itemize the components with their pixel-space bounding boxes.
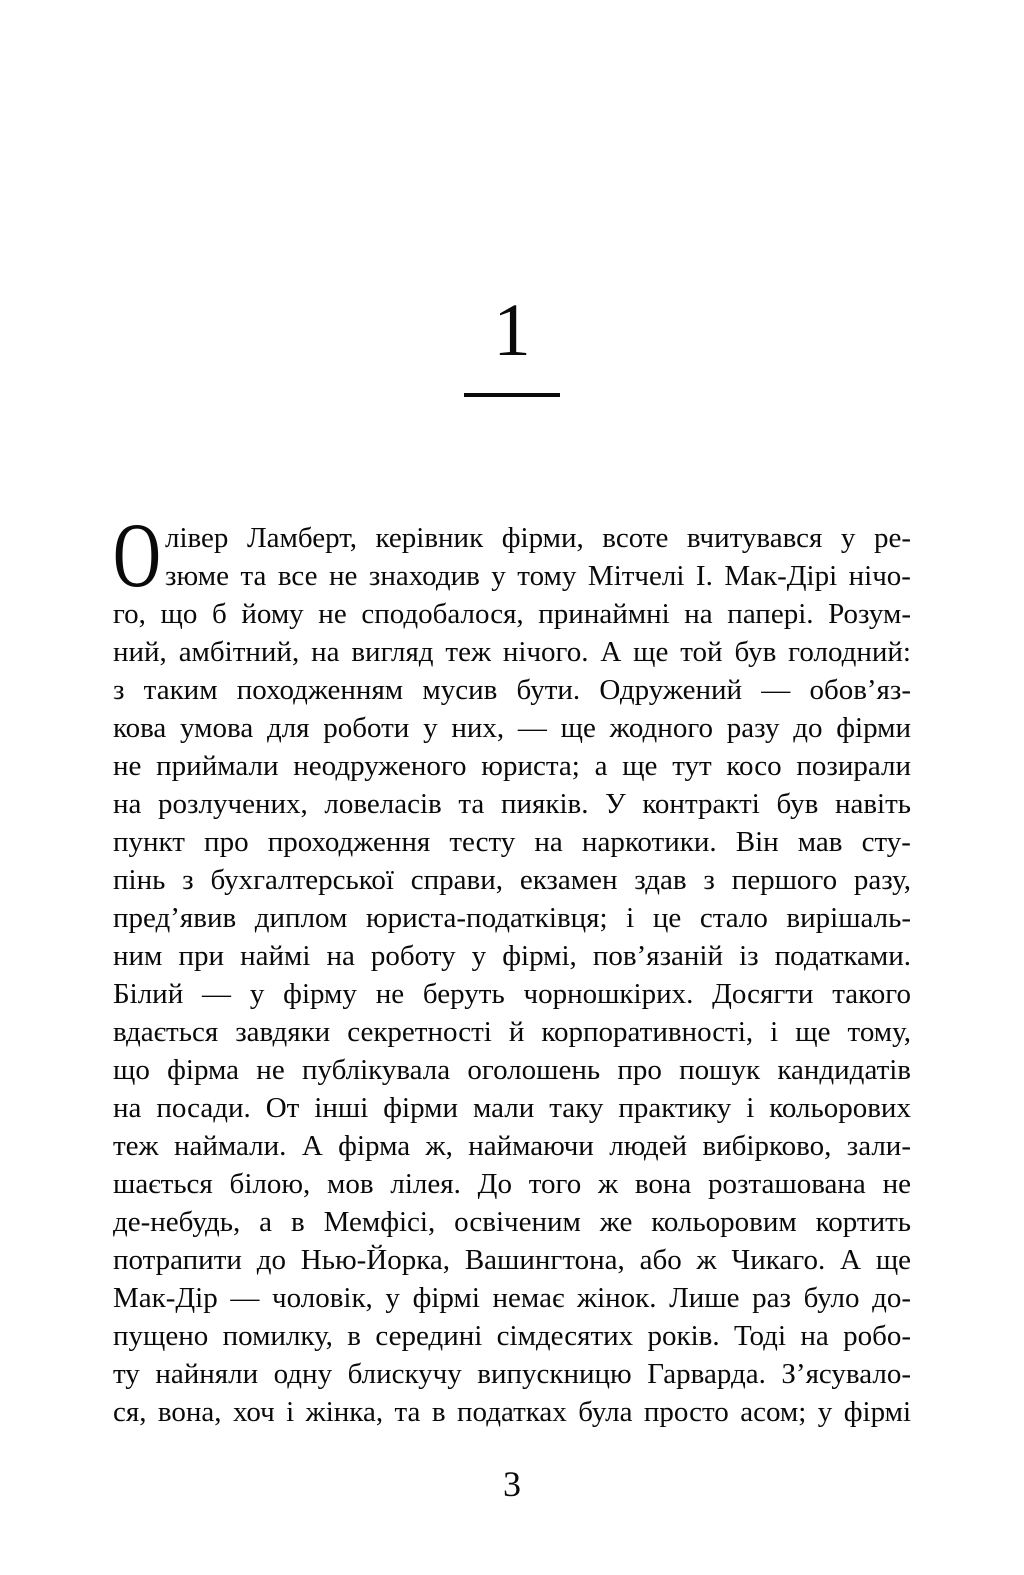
- text-line-text: потрапити до Нью-Йорка, Вашингтона, або ж Чикаго. А ще: [113, 1244, 912, 1276]
- text-line-text: ся, вона, хоч і жінка, та в податках була просто асом; у фірмі: [113, 1396, 912, 1428]
- text-line-text: ту найняли одну блискучу випускницю Гарварда. З’ясувало-: [113, 1358, 911, 1390]
- text-line-text: кова умова для роботи у них, — ще жодного разу до фірми: [113, 712, 912, 744]
- text-line-text: пінь з бухгалтерської справи, екзамен здав з першого разу,: [113, 864, 911, 896]
- text-line: [113, 1355, 911, 1393]
- text-line: [113, 595, 911, 633]
- text-line-text: теж наймали. А фірма ж, наймаючи людей вибірково, зали-: [113, 1130, 911, 1162]
- chapter-number: 1: [493, 289, 531, 372]
- text-line: [113, 709, 911, 747]
- text-line: [113, 1393, 911, 1431]
- text-line: [113, 1089, 911, 1127]
- text-line-text: зюме та все не знаходив у тому Мітчелі І. Мак-Дірі нічо-: [165, 560, 911, 592]
- text-line: [113, 671, 911, 709]
- text-line-text: ним при наймі на роботу у фірмі, пов’язаній із податками.: [113, 940, 912, 972]
- text-line-text: Білий — у фірму не беруть чорношкірих. Досягти такого: [113, 978, 911, 1010]
- text-line-text: Мак-Дір — чоловік, у фірмі немає жінок. Лише раз було до-: [113, 1282, 912, 1314]
- text-line: [113, 633, 911, 671]
- text-line: [113, 1165, 911, 1203]
- text-line: [113, 1013, 911, 1051]
- text-line: [113, 1279, 911, 1317]
- text-line: [113, 1203, 911, 1241]
- text-line-text: де-небудь, а в Мемфісі, освіченим же кольоровим кортить: [113, 1206, 911, 1238]
- chapter-divider-rule: [464, 393, 560, 397]
- text-line-text: пункт про проходження тесту на наркотики. Він мав сту-: [113, 826, 911, 858]
- text-line: [113, 1127, 911, 1165]
- text-line-text: вдається завдяки секретності й корпоративності, і ще тому,: [113, 1016, 911, 1048]
- text-line: [113, 747, 911, 785]
- text-line: [113, 1241, 911, 1279]
- text-line-text: з таким походженням мусив бути. Одружений — обов’яз-: [113, 674, 912, 706]
- chapter-paragraph: [113, 504, 912, 1431]
- text-line-text: на розлучених, ловеласів та пияків. У контракті був навіть: [113, 788, 912, 820]
- text-line-text: шається білою, мов лілея. До того ж вона розташована не: [113, 1168, 911, 1200]
- text-line: [113, 519, 911, 557]
- text-line: [113, 861, 911, 899]
- text-line-text: на посади. От інші фірми мали таку практику і кольорових: [113, 1092, 911, 1124]
- text-line-text: лівер Ламберт, керівник фірми, всоте вчитувався у ре-: [165, 522, 911, 554]
- text-line-text: го, що б йому не сподобалося, принаймні на папері. Розум-: [113, 598, 911, 630]
- text-line: [113, 1051, 911, 1089]
- text-line-text: ний, амбітний, на вигляд теж нічого. А ще той був голодний:: [113, 636, 911, 668]
- text-line: [113, 899, 911, 937]
- drop-cap: О: [113, 504, 161, 606]
- text-line: [113, 785, 911, 823]
- text-line: [113, 975, 911, 1013]
- text-line-text: що фірма не публікувала оголошень про пошук кандидатів: [113, 1054, 911, 1086]
- text-line: [113, 1317, 911, 1355]
- text-line-text: пред’явив диплом юриста-податківця; і це стало вирішаль-: [113, 902, 912, 934]
- page-number: 3: [503, 1464, 521, 1504]
- text-line: [113, 937, 911, 975]
- text-line: [113, 557, 911, 595]
- text-line: [113, 823, 911, 861]
- text-line-text: не приймали неодруженого юриста; а ще тут косо позирали: [113, 750, 912, 782]
- text-line-text: пущено помилку, в середині сімдесятих років. Тоді на робо-: [113, 1320, 912, 1352]
